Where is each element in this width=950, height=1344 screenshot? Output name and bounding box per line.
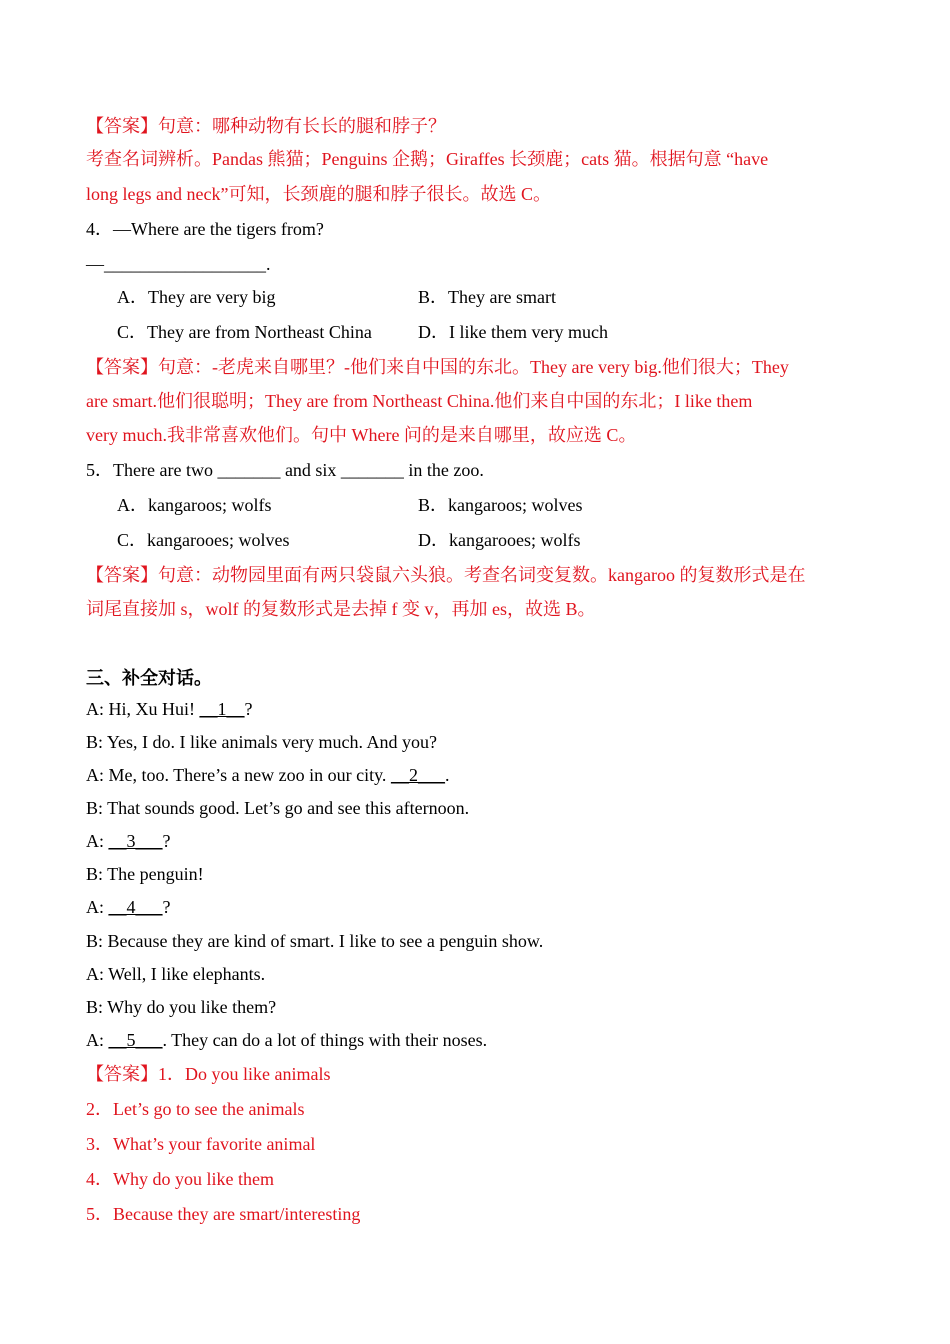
q5-option-d: D．kangarooes; wolfs (418, 530, 581, 550)
blank-1: __1__ (199, 699, 245, 719)
dialogue-text: A: (86, 831, 109, 851)
q4-option-a: A．They are very big (117, 287, 276, 307)
dialogue-answer-4: 4．Why do you like them (86, 1169, 274, 1189)
dialogue-text: A: Me, too. There’s a new zoo in our city. (86, 765, 391, 785)
q4-option-c: C．They are from Northeast China (117, 322, 372, 342)
dialogue-answer-2: 2．Let’s go to see the animals (86, 1099, 305, 1119)
dialogue-line-4: B: That sounds good. Let’s go and see this afternoon. (86, 798, 470, 818)
dialogue-text: A: (86, 897, 109, 917)
dialogue-answer-5: 5．Because they are smart/interesting (86, 1204, 361, 1224)
dialogue-line-11 (86, 1028, 487, 1052)
q5-answer-line-2: 词尾直接加 s，wolf 的复数形式是去掉 f 变 v，再加 es，故选 B。 (86, 599, 596, 619)
q4-answer-line-2: are smart.他们很聪明；They are from Northeast China.他们来自中国的东北；I like them (86, 391, 753, 411)
blank-3: __3___ (108, 831, 163, 851)
q3-answer-line-3: long legs and neck”可知，长颈鹿的腿和脖子很长。故选 C。 (86, 184, 551, 204)
section-heading: 三、补全对话。 (86, 668, 212, 688)
blank-5: __5___ (108, 1030, 163, 1050)
q5-answer-line-1: 【答案】句意：动物园里面有两只袋鼠六头狼。考查名词变复数。kangaroo 的复数形式是在 (86, 565, 806, 585)
q4-option-b: B．They are smart (418, 287, 556, 307)
dialogue-line-1 (86, 697, 253, 721)
dialogue-line-9: A: Well, I like elephants. (86, 964, 266, 984)
dialogue-line-8: B: Because they are kind of smart. I like to see a penguin show. (86, 931, 544, 951)
dialogue-answer-3: 3．What’s your favorite animal (86, 1134, 316, 1154)
dialogue-text: . (444, 765, 450, 785)
dialogue-text: ? (244, 699, 253, 719)
dialogue-text: A: Hi, Xu Hui! (86, 699, 200, 719)
dialogue-line-2: B: Yes, I do. I like animals very much. And you? (86, 732, 437, 752)
dialogue-line-3 (86, 763, 449, 787)
dialogue-line-6: B: The penguin! (86, 864, 204, 884)
dialogue-answer-1: 【答案】1．Do you like animals (86, 1064, 331, 1084)
dialogue-text: ? (162, 831, 171, 851)
dialogue-text: A: (86, 1030, 109, 1050)
blank-4: __4___ (108, 897, 163, 917)
q5-option-c: C．kangarooes; wolves (117, 530, 290, 550)
dialogue-line-10: B: Why do you like them? (86, 997, 277, 1017)
q3-answer-line-1: 【答案】句意：哪种动物有长长的腿和脖子？ (86, 116, 446, 136)
dialogue-text: . They can do a lot of things with their noses. (162, 1030, 488, 1050)
q5-option-a: A．kangaroos; wolfs (117, 495, 272, 515)
q4-stem: 4．—Where are the tigers from? (86, 219, 324, 239)
blank-2: __2___ (390, 765, 445, 785)
dialogue-text: ? (162, 897, 171, 917)
q4-answer-line-3: very much.我非常喜欢他们。句中 Where 问的是来自哪里，故应选 C。 (86, 425, 637, 445)
q4-option-d: D．I like them very much (418, 322, 608, 342)
dialogue-line-5 (86, 829, 171, 853)
dialogue-line-7 (86, 895, 171, 919)
q4-blank-line: —__________________. (86, 254, 271, 274)
q4-answer-line-1: 【答案】句意：-老虎来自哪里？-他们来自中国的东北。They are very big.他们很大；They (86, 357, 789, 377)
q5-option-b: B．kangaroos; wolves (418, 495, 583, 515)
q3-answer-line-2: 考查名词辨析。Pandas 熊猫；Penguins 企鹅；Giraffes 长颈鹿；cats 猫。根据句意 “have (86, 149, 769, 169)
q5-stem: 5．There are two _______ and six _______ in the zoo. (86, 460, 484, 480)
